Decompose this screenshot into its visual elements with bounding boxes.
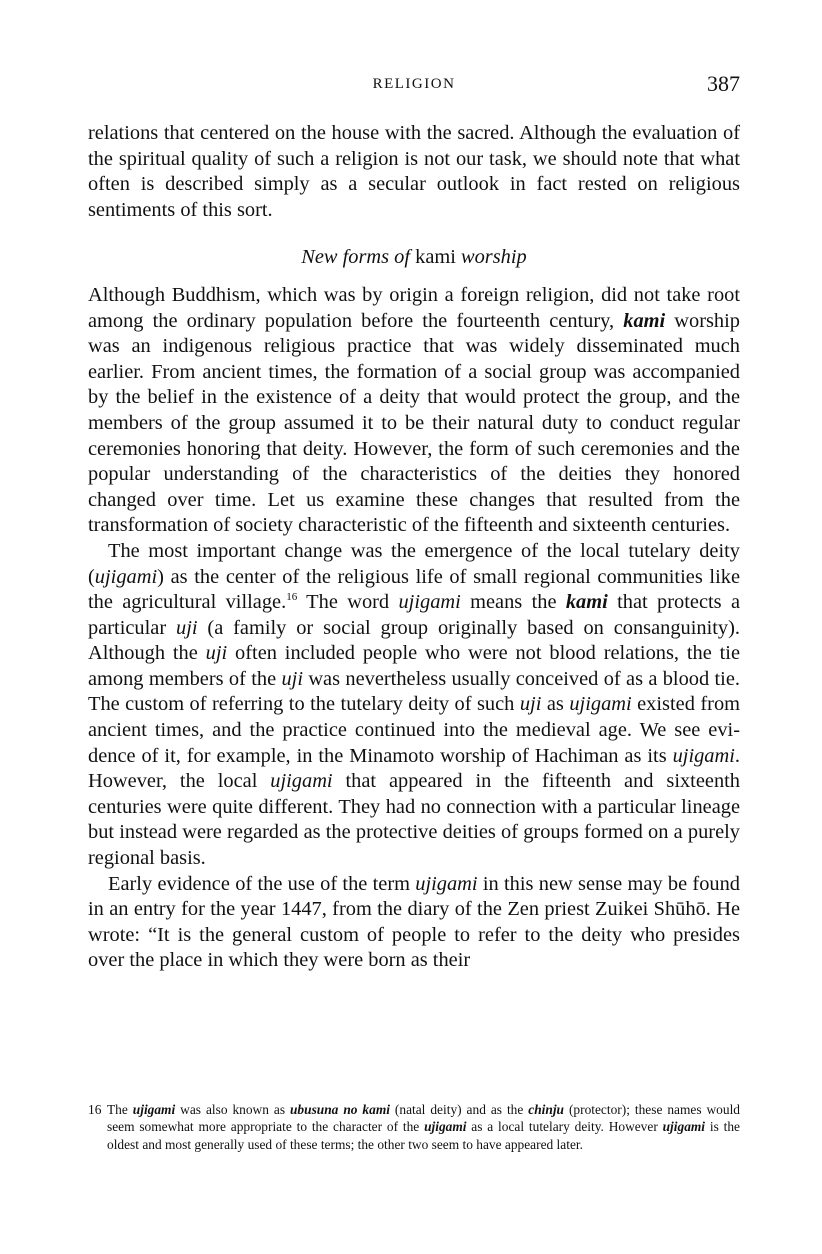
term-ujigami: ujigami	[424, 1119, 467, 1135]
text-run: The	[107, 1102, 133, 1117]
paragraph-continued: relations that centered on the house with the sacred. Although the evaluation of the spiritual quality of such a religion is not our task, we should note that what often is described simply as a secular outlook in fact rested on religious sentiments of this sort.	[88, 122, 740, 221]
term-ujigami: ujigami	[569, 693, 632, 716]
running-title: RELIGION	[372, 76, 456, 92]
term-ujigami: ujigami	[672, 744, 735, 767]
page-number: 387	[707, 71, 740, 96]
heading-part: New forms of	[301, 246, 416, 269]
footnote-number: 16	[88, 1102, 102, 1117]
text-run: as	[541, 693, 570, 716]
footnote-text	[107, 1101, 740, 1153]
text-run: often included people who were not blood relations, the tie among members of the	[88, 642, 740, 690]
term-uji: uji	[205, 642, 228, 665]
term-ujigami: ujigami	[398, 591, 461, 614]
text-run: means the	[460, 591, 566, 614]
text-run: The most important change was the emergence of the local tutelary deity (	[88, 539, 740, 588]
term-kami: kami	[623, 309, 666, 332]
text-run: The word	[297, 591, 399, 614]
text-run: was also known as	[175, 1102, 290, 1117]
term-chinju: chinju	[528, 1102, 564, 1117]
text-run: existed from ancient times, and the practice continued into the medieval age. We see evidence of it, for example, in the Minamoto worship of Hachiman as its	[88, 693, 741, 767]
term-ujigami: ujigami	[94, 565, 158, 588]
text-run: ) as the center of the religious life of small regional communities like the agricultural village.	[88, 565, 740, 614]
term-uji: uji	[519, 693, 542, 716]
text-run: worship was an indigenous religious practice that was widely disseminated much earlier. From ancient times, the formation of a social group was accompanied by the belief in the existence of a deity that would protect the group, and the members of the group assumed it to be their natural duty to conduct regular ceremonies honoring that deity. However, the form of such ceremonies and the popular understanding of the characteristics of the deities they honored changed over time. Let us examine these changes that resulted from the transformation of society characteristic of the fifteenth and sixteenth centuries.	[88, 309, 740, 537]
heading-part: worship	[455, 246, 527, 269]
text-run: (natal deity) and as the	[389, 1102, 529, 1117]
text-run: that protects a particular	[88, 591, 741, 639]
text-run: is the oldest and most generally used of these terms; the other two seem to have appeared later.	[107, 1119, 740, 1152]
paragraph	[88, 283, 740, 539]
term-kami: kami	[565, 591, 608, 614]
text-run: (a family or social group originally based on consanguinity). Although the	[88, 616, 740, 665]
paragraph	[88, 539, 740, 872]
term-ubusuna-no-kami: ubusuna no kami	[289, 1102, 390, 1117]
text-run: as a local tutelary deity. However	[466, 1119, 663, 1135]
text-run: Early evidence of the use of the term	[108, 872, 416, 895]
term-ujigami: ujigami	[415, 872, 478, 895]
term-uji: uji	[281, 667, 303, 690]
section-heading	[88, 245, 740, 271]
body-text	[88, 121, 740, 974]
paragraph	[88, 872, 740, 974]
term-ujigami: ujigami	[132, 1102, 176, 1117]
footnote-reference: 16	[286, 591, 298, 604]
text-run: (protector); these names would seem somewhat more appropriate to the character of the	[107, 1102, 740, 1135]
text-run: . However, the local	[88, 744, 740, 793]
text-run: Although Buddhism, which was by origin a foreign religion, did not take root among the ordinary population before the fourteenth century,	[88, 283, 740, 332]
page-header	[88, 73, 740, 99]
term-ujigami: ujigami	[662, 1119, 706, 1135]
term-uji: uji	[176, 616, 198, 639]
text-run: that appeared in the fifteenth and sixteenth centuries were quite different. They had no connection with a particular lineage but instead were regarded as the protective deities of groups formed on a purely regional basis.	[88, 770, 741, 870]
text-run: in this new sense may be found in an entry for the year 1447, from the diary of the Zen priest Zuikei Shūhō. He wrote: “It is the general custom of people to refer to the deity who presides over the place in which they were born as their	[88, 872, 740, 972]
heading-term: kami	[415, 246, 456, 269]
term-ujigami: ujigami	[270, 770, 333, 793]
footnote	[88, 1101, 740, 1153]
text-run: was nevertheless usually conceived of as a blood tie. The custom of referring to the tutelary deity of such	[88, 667, 740, 716]
